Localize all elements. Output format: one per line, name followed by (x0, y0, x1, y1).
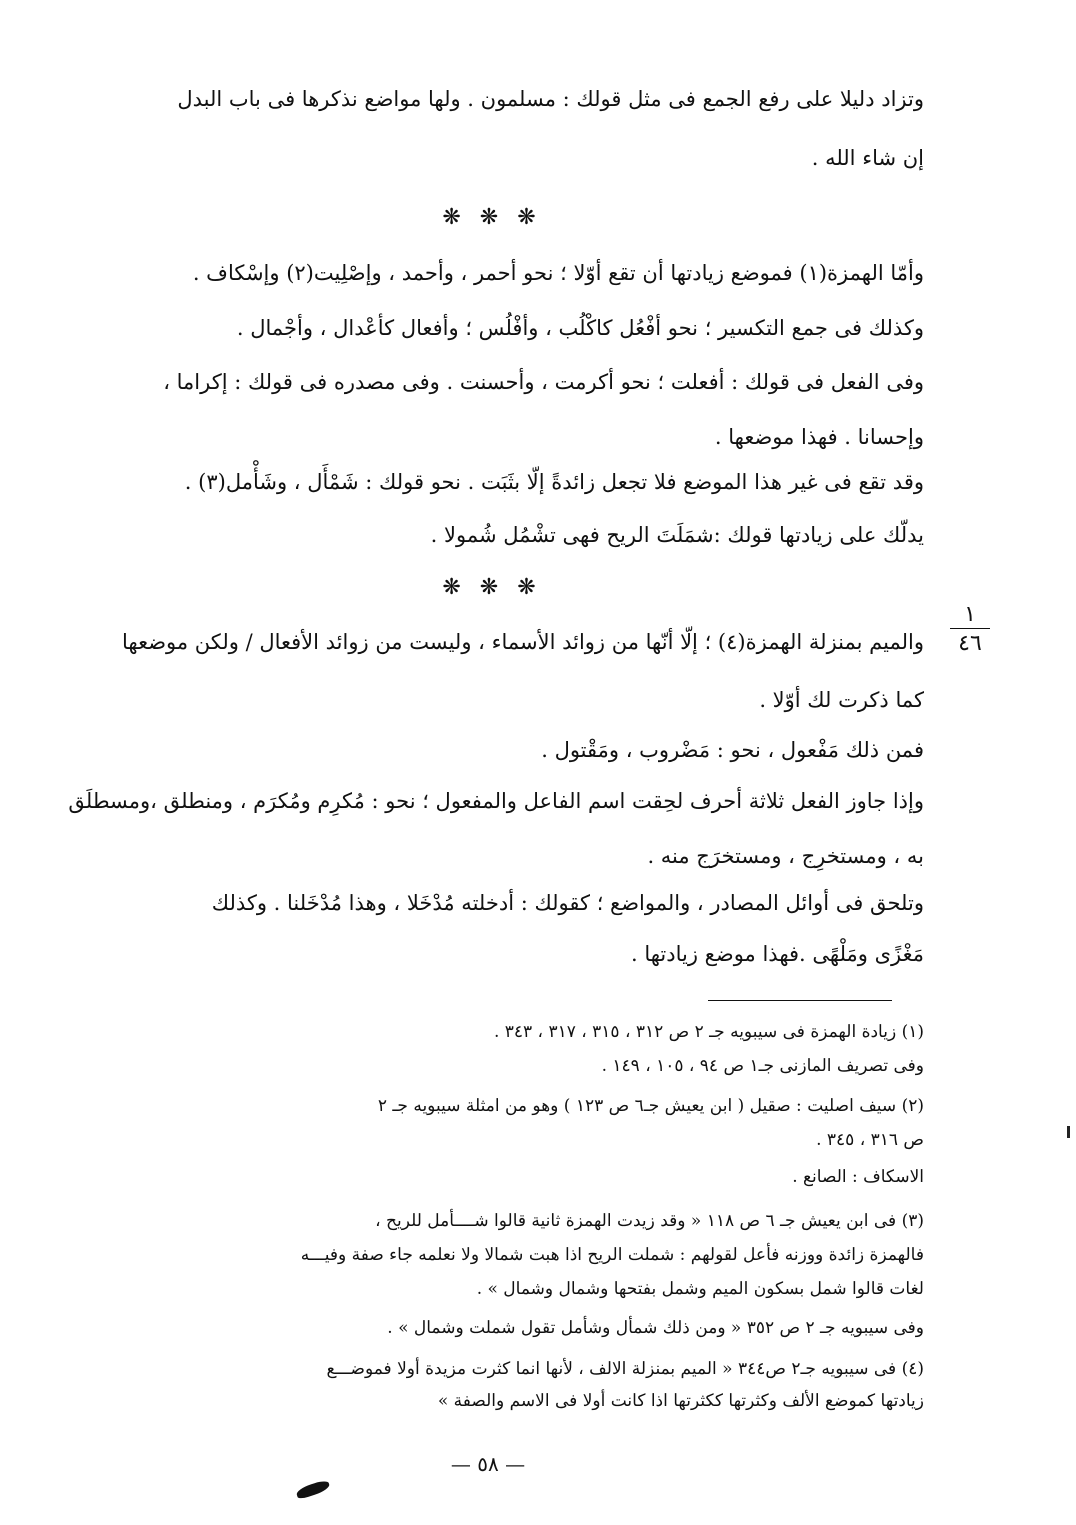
text-line: وأمّا الهمزة(١) فموضع زيادتها أن تقع أوّلا ؛ نحو أحمر ، وأحمد ، وإصْلِيت(٢) وإسْكاف . (192, 261, 924, 285)
footnote-line: (١) زيادة الهمزة فى سيبويه جـ ٢ ص ٣١٢ ، ٣١٥ ، ٣١٧ ، ٣٤٣ . (493, 1022, 924, 1042)
text-line: وكذلك فى جمع التكسير ؛ نحو أفْعُل كاكْلُب ، وأفْلُس ؛ وأفعال كأعْدال ، وأجْمال . (236, 316, 924, 340)
footnote-line: (٤) فى سيبويه جـ٢ ص٣٤٤ « الميم بمنزلة الالف ، لأنها انما كثرت مزيدة أولا فموضـــع (326, 1359, 924, 1379)
margin-ref-numerator: ١ (950, 604, 990, 629)
text-line: وفى الفعل فى قولك : أفعلت ؛ نحو أكرمت ، وأحسنت . وفى مصدره فى قولك : إكراما ، (163, 370, 924, 394)
footnote-line: (٣) فى ابن يعيش جـ ٦ ص ١١٨ « وقد زيدت الهمزة ثانية قالوا شــــأمل للريح ، (375, 1211, 924, 1231)
text-line: إن شاء الله . (811, 146, 924, 170)
footnote-line: فالهمزة زائدة ووزنه فأعل لقولهم : شملت الريح اذا هبت شمالا ولا نعلمه جاء صفة وفيـــه (300, 1245, 924, 1265)
text-line: وتزاد دليلا على رفع الجمع فى مثل قولك : مسلمون . ولها مواضع نذكرها فى باب البدل (177, 87, 924, 111)
section-separator: ❋ ❋ ❋ (442, 205, 542, 230)
text-line: فمن ذلك مَفْعول ، نحو : مَضْروب ، ومَقْتول . (541, 738, 924, 762)
page-number: — ٥٨ — (450, 1452, 526, 1476)
margin-ref-denominator: ٤٦ (958, 631, 982, 656)
ink-blot (295, 1479, 331, 1500)
original-page-reference (950, 604, 990, 655)
footnote-line: الاسكاف : الصانع . (792, 1167, 924, 1187)
footnote-line: وفى سيبويه جـ ٢ ص ٣٥٢ « ومن ذلك شمأل وشأمل تقول شملت وشمال » . (387, 1318, 924, 1338)
footnote-line: زيادتها كموضع الألف وكثرتها ككثرتها اذا كانت أولا فى الاسم والصفة » (437, 1391, 924, 1411)
scan-edge-mark (1067, 1126, 1070, 1138)
text-line: به ، ومستخرِج ، ومستخرَج منه . (647, 844, 924, 868)
footnote-line: (٢) سيف اصليت : صقيل ( ابن يعيش جـ٦ ص ١٢٣ ) وهو من امثلة سيبويه جـ ٢ (377, 1096, 924, 1116)
footnote-line: وفى تصريف المازنى جـ١ ص ٩٤ ، ١٠٥ ، ١٤٩ . (601, 1056, 924, 1076)
text-line: كما ذكرت لك أوّلا . (759, 688, 924, 712)
text-line: والميم بمنزلة الهمزة(٤) ؛ إلّا أنّها من زوائد الأسماء ، وليست من زوائد الأفعال / ولكن موضعها (121, 630, 924, 654)
footnote-line: لغات قالوا شمل بسكون الميم وشمل بفتحها وشمال وشمال » . (476, 1279, 924, 1299)
text-line: يدلّك على زيادتها قولك :شمَلَتَ الريح فهى تشْمُل شُمولا . (430, 523, 924, 547)
text-line: وإذا جاوز الفعل ثلاثة أحرف لحِقت اسم الفاعل والمفعول ؛ نحو : مُكرِم ومُكرَم ، ومنطلق ،ومسطلَق (68, 789, 924, 813)
footnote-line: ص ٣١٦ ، ٣٤٥ . (816, 1130, 924, 1150)
section-separator: ❋ ❋ ❋ (442, 575, 542, 600)
text-line: وقد تقع فى غير هذا الموضع فلا تجعل زائدةً إلّا بثَبَت . نحو قولك : شَمْأَل ، وشَأْمل(٣) . (184, 470, 924, 494)
footnote-divider (708, 1000, 892, 1001)
text-line: مَغْزًى ومَلْهًى .فهذا موضع زيادتها . (631, 942, 924, 966)
text-line: وتلحق فى أوائل المصادر ، والمواضع ؛ كقولك : أدخلته مُدْخَلا ، وهذا مُدْخَلنا . وكذلك (211, 891, 924, 915)
text-line: وإحسانا . فهذا موضعها . (714, 425, 924, 449)
